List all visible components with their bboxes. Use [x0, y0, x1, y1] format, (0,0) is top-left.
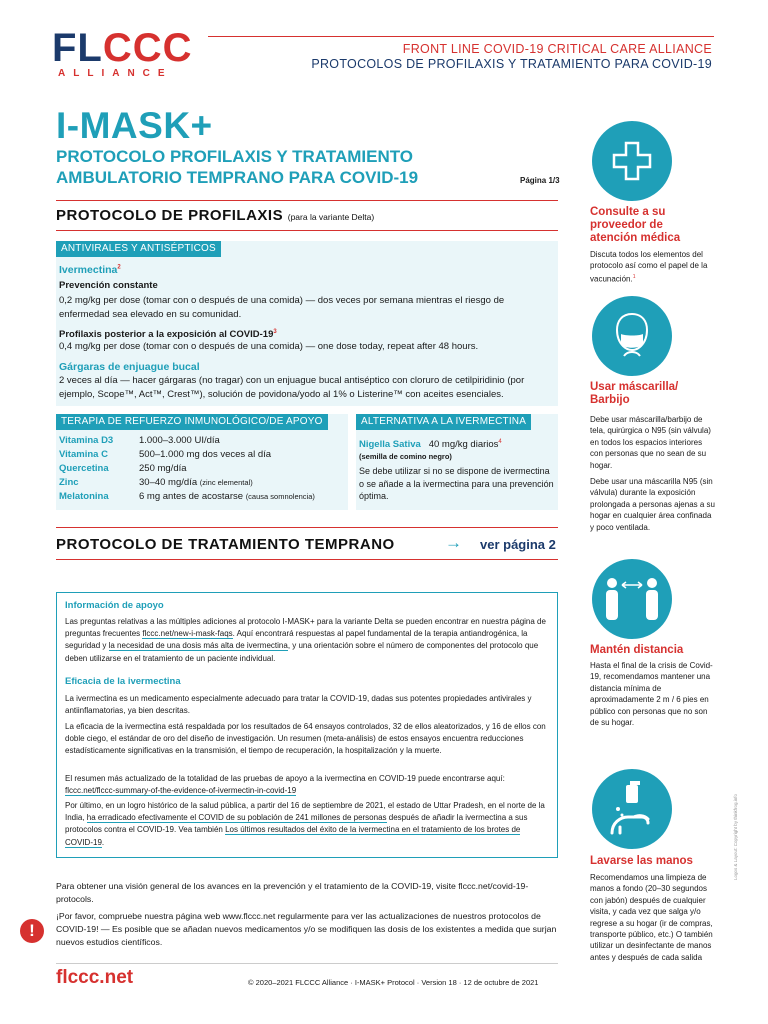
supplement-dose	[139, 434, 321, 448]
subtitle-line-1: PROTOCOLO PROFILAXIS Y TRATAMIENTO	[56, 147, 414, 166]
higher-dose-link[interactable]: la necesidad de una dosis más alta de ivermectina	[108, 641, 288, 651]
faq-link[interactable]: flccc.net/new-i-mask-faqs	[142, 629, 233, 639]
face-mask-icon	[592, 296, 672, 376]
text: El resumen más actualizado de la totalidad de las pruebas de apoyo a la ivermectina en COVID-19 puede encontrarse aquí:	[65, 774, 505, 783]
supplement-dose	[139, 476, 321, 490]
footer-copyright: © 2020–2021 FLCCC Alliance · I-MASK+ Protocol · Version 18 · 12 de octubre de 2021	[248, 978, 539, 987]
supplement-name: Zinc	[59, 477, 79, 488]
sidebar-text-handwash: Recomendamos una limpieza de manos a fondo (20–30 segundos con jabón) después de cualquier visita, y cada vez que salga y/o regrese a su hogar (ir de compras, transporte público, etc.) O también utilizar un desinfectante de manos antes y después de cada salida	[590, 873, 713, 962]
dose-text: 500–1.000 mg dos veces al día	[139, 449, 272, 460]
page-title: I-MASK+	[56, 105, 213, 146]
prophylaxis-title: PROTOCOLO DE PROFILAXIS	[56, 207, 284, 224]
dose-text: 6 mg antes de acostarse	[139, 491, 244, 502]
immune-panel	[56, 414, 348, 510]
evidence-summary-link[interactable]: flccc.net/flccc-summary-of-the-evidence-of-ivermectin-in-covid-19	[65, 786, 297, 796]
supplement-row	[59, 490, 321, 504]
supplement-row	[59, 462, 321, 476]
supplement-name: Melatonina	[59, 491, 109, 502]
support-info-box	[56, 592, 558, 858]
arrow-right-icon: →	[445, 533, 462, 552]
dose-note: (zinc elemental)	[199, 478, 253, 487]
constant-text: 0,2 mg/kg per dose (tomar con o después de una comida) — dos veces por semana mientras el riesgo de enfermedad sea elevado en su comunidad.	[59, 295, 505, 320]
medical-cross-icon	[592, 121, 672, 201]
sidebar-text-mask-2: Debe usar una máscarilla N95 (sin válvula) durante la exposición prolongada a personas ajenas a su hogar en cualquier área confinada y poco ventilada.	[590, 477, 715, 532]
text: .	[101, 837, 105, 847]
header-org: FRONT LINE COVID-19 CRITICAL CARE ALLIANCE	[402, 42, 712, 56]
ref-sup: 2	[117, 264, 121, 271]
supplement-row	[59, 476, 321, 490]
overview-text: Para obtener una visión general de los avances en la prevención y el tratamiento de la COVID-19, visite flccc.net/covid-19-protocols.	[56, 881, 529, 904]
see-page-2-link[interactable]: ver página 2	[480, 537, 556, 552]
supplement-row	[59, 434, 321, 448]
sidebar-title-distance: Mantén distancia	[590, 644, 684, 656]
antivirals-tag: ANTIVIRALES Y ANTISÉPTICOS	[56, 241, 221, 257]
logo-text: FLCCC	[52, 26, 193, 70]
post-exposure-label: Profilaxis posterior a la exposición al COVID-19	[59, 329, 274, 341]
constant-title: Prevención constante	[59, 280, 158, 291]
nigella-line	[359, 435, 502, 452]
hand-wash-svg	[604, 781, 660, 837]
ivermectin-label: Ivermectina	[59, 264, 118, 276]
treatment-heading: PROTOCOLO DE TRATAMIENTO TEMPRANO	[56, 536, 395, 553]
nigella-text: Se debe utilizar si no se dispone de ivermectina o se añade a la ivermectina para una prevención óptima.	[359, 466, 554, 501]
section-divider	[56, 527, 558, 528]
hand-wash-icon	[592, 769, 672, 849]
uttar-pradesh-link[interactable]: ha erradicado efectivamente el COVID de su población de 241 millones de personas	[86, 813, 387, 823]
supplement-row	[59, 448, 321, 462]
medical-cross-svg	[610, 139, 654, 183]
nigella-dose: 40 mg/kg diarios	[428, 439, 499, 451]
support-paragraph-5	[65, 800, 549, 849]
sidebar-text-distance: Hasta el final de la crisis de Covid-19, recomendamos mantener una distancia mínima de aproximadamente 2 m / 6 pies en público con personas que no son de su hogar.	[590, 661, 713, 728]
support-paragraph-3: La eficacia de la ivermectina está respaldada por los resultados de 64 ensayos controlados, 32 de ellos aleatorizados, y 16 de ellos con doble ciego, el estándar de oro del diseño de investigación. Un resumen (meta-análisis) de estos ensayos encuentra reducciones estadísticamente significativas en la transmisión, el tiempo de recuperación, la hospitalización y la muerte.	[65, 722, 546, 756]
footer-divider	[56, 963, 558, 964]
distance-icon	[592, 559, 672, 639]
text: , y una orientación sobre el número de componentes del protocolo que deben utilizarse en el tratamiento de un paciente individual.	[65, 641, 539, 663]
prophylaxis-note: (para la variante Delta)	[287, 212, 375, 222]
alternative-panel	[356, 414, 558, 510]
latest-results-link[interactable]: Los últimos resultados del éxito de la ivermectina en el tratamiento de los brotes de COVID-19	[65, 825, 521, 847]
efficacy-title: Eficacia de la ivermectina	[65, 676, 181, 687]
support-paragraph-4	[65, 773, 549, 797]
text: Por último, en un logro histórico de la salud pública, a partir del 16 de septiembre de 2021, el estado de Uttar Pradesh, en el norte de la India,	[65, 801, 545, 823]
header-doc-title: PROTOCOLOS DE PROFILAXIS Y TRATAMIENTO PARA COVID-19	[311, 57, 712, 71]
footer-site-link[interactable]: flccc.net	[56, 967, 134, 988]
section-divider	[56, 559, 558, 560]
supplement-dose	[139, 490, 321, 504]
distance-svg	[602, 573, 662, 625]
page-number: Página 1/3	[520, 176, 560, 185]
nigella-note: (semilla de comino negro)	[359, 452, 452, 461]
alternative-tag: ALTERNATIVA A LA IVERMECTINA	[356, 414, 531, 430]
support-title: Información de apoyo	[65, 600, 164, 611]
dose-text: 250 mg/día	[139, 463, 187, 474]
text: Las preguntas relativas a las múltiples adiciones al protocolo I-MASK+ para la variante Delta se pueden encontrar en nuestra página de preguntas frecuentes	[65, 617, 546, 639]
post-exposure-text: 0,4 mg/kg per dose (tomar con o después de una comida) — one dose today, repeat after 48 hours.	[59, 341, 479, 352]
immune-tag: TERAPIA DE REFUERZO INMUNOLÓGICO/DE APOYO	[56, 414, 328, 430]
gargle-title: Gárgaras de enjuague bucal	[59, 361, 200, 373]
antivirals-panel	[56, 241, 558, 406]
sidebar-text-mask-1: Debe usar máscarilla/barbijo de tela, quirúrgica o N95 (sin válvula) en todos los espacios interiores con personas que no sean de su hogar.	[590, 415, 711, 470]
dose-text: 30–40 mg/día	[139, 477, 198, 488]
header-divider	[208, 36, 714, 37]
logo	[52, 28, 193, 68]
exclamation-icon: !	[20, 919, 44, 943]
dose-text: 1.000–3.000 UI/día	[139, 435, 220, 446]
section-divider	[56, 230, 558, 231]
sidebar-title-consult: Consulte a su proveedor de atención médica	[590, 206, 681, 244]
supplement-name: Quercetina	[59, 463, 109, 474]
nigella-name: Nigella Sativa	[359, 439, 421, 451]
ref-sup: 3	[273, 329, 277, 335]
face-mask-svg	[604, 308, 660, 364]
ref-sup: 4	[498, 439, 502, 445]
supplement-name: Vitamina D3	[59, 435, 114, 446]
sidebar-title-handwash: Lavarse las manos	[590, 855, 693, 867]
supplements-table	[59, 434, 321, 504]
sidebar-title-mask: Usar máscarilla/ Barbijo	[590, 381, 679, 406]
section-divider	[56, 200, 558, 201]
support-paragraph-1	[65, 616, 549, 665]
supplement-dose	[139, 448, 321, 462]
sidebar-text-consult	[590, 249, 716, 285]
copyright-vertical: Logos & Layout: Copyright by thinkfrog.info	[733, 793, 738, 880]
prophylaxis-heading	[56, 207, 374, 224]
text: después de añadir la ivermectina a sus protocolos contra el COVID-19. Vea también	[65, 813, 528, 835]
alert-text: ¡Por favor, compruebe nuestra página web www.flccc.net regularmente para ver las actualizaciones de nuestros protocolos de COVID-19! — Es posible que se añadan nuevos medicamentos y/o se modifiquen las dosis de los existentes a medida que surjan nuevos estudios científicos.	[56, 911, 557, 947]
subtitle-line-2: AMBULATORIO TEMPRANO PARA COVID-19	[56, 168, 419, 187]
text: Discuta todos los elementos del protocolo así como el papel de la vacunación.	[590, 250, 708, 284]
logo-subtitle: ALLIANCE	[58, 68, 173, 79]
page-subtitle	[56, 146, 418, 188]
text: . Aquí encontrará respuestas al papel fundamental de la terapia antiandrogénica, la seguridad y	[65, 629, 528, 651]
ivermectin-title	[59, 264, 121, 276]
supplement-name: Vitamina C	[59, 449, 108, 460]
ref-sup: 1	[632, 273, 636, 280]
supplement-dose	[139, 462, 321, 476]
gargle-text: 2 veces al día — hacer gárgaras (no tragar) con un enjuague bucal antiséptico con cloruro de cetilpiridinio (por ejemplo, Scope™, Act™, Crest™), solución de povidona/yodo al 1% o Listerine™ con aceites esenciales.	[59, 375, 525, 400]
dose-note: (causa somnolencia)	[245, 492, 315, 501]
support-paragraph-2: La ivermectina es un medicamento especialmente adecuado para tratar la COVID-19, dadas sus potentes propiedades antivirales y antiinflamatorias, ya bien descritas.	[65, 694, 532, 716]
